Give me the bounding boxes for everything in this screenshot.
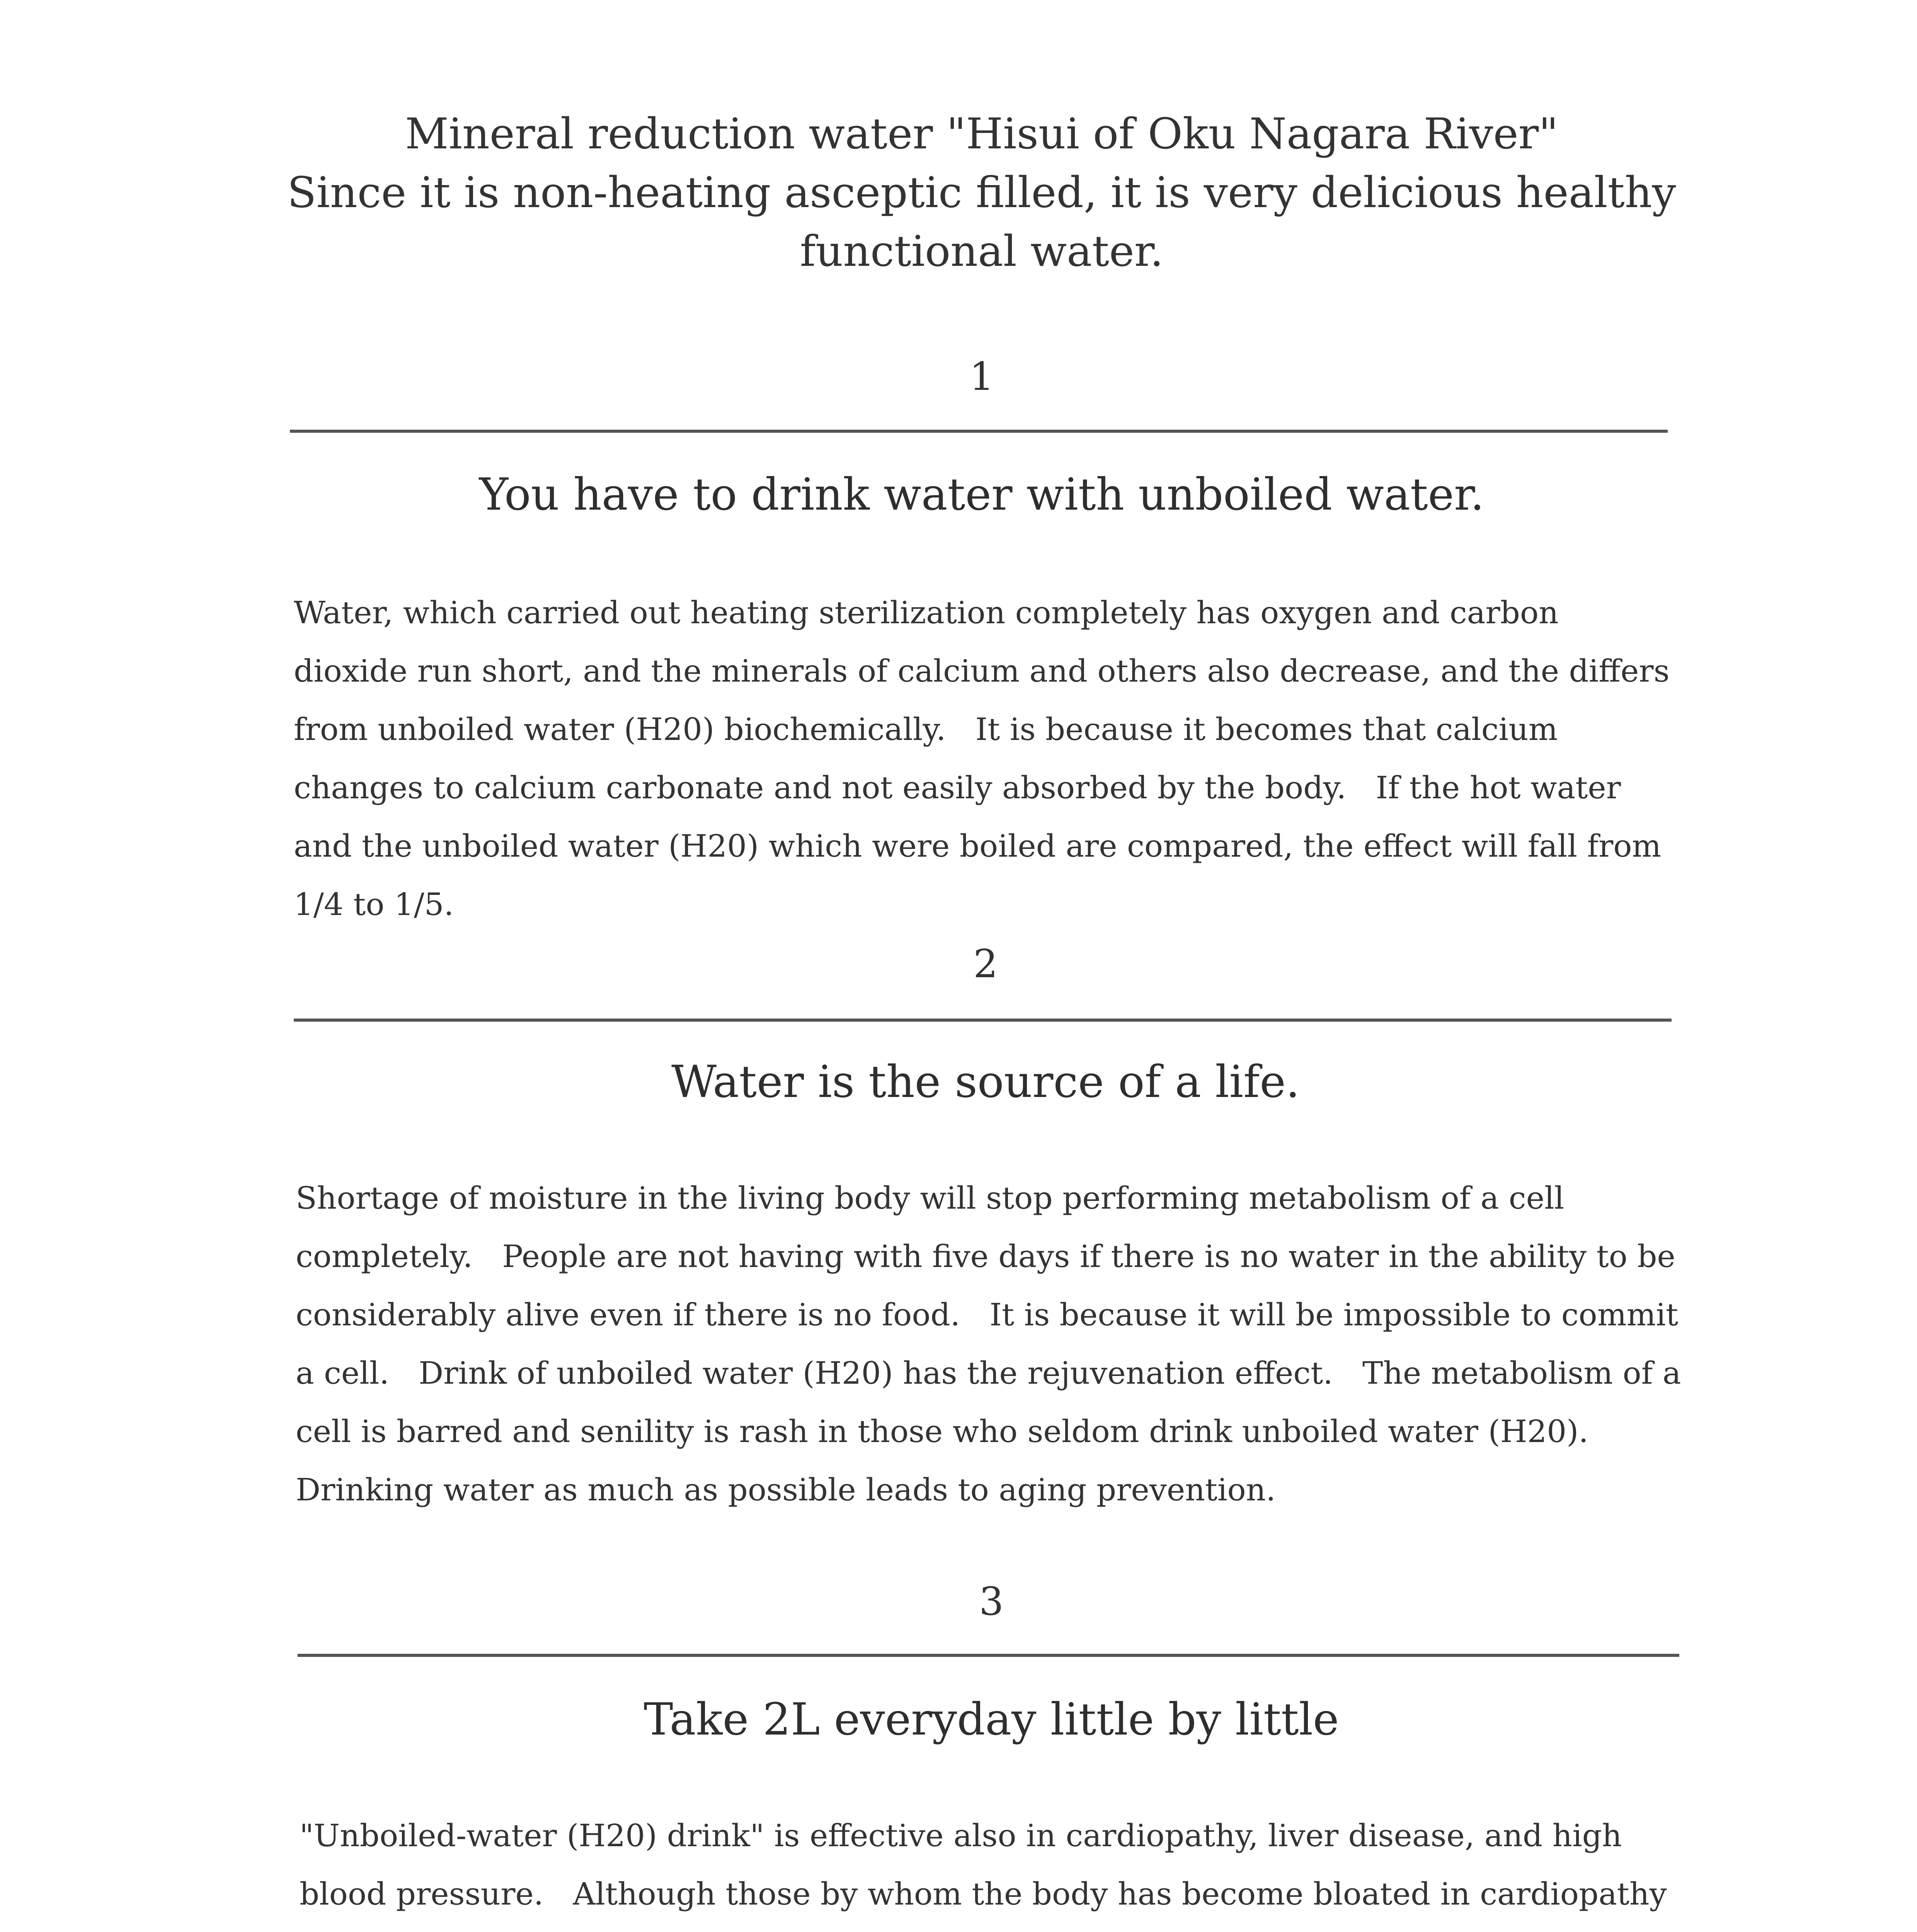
title-line-1: Mineral reduction water "Hisui of Oku Nagara River" xyxy=(405,109,1558,158)
section-1-divider xyxy=(290,430,1668,433)
document-title xyxy=(216,104,1747,281)
section-2-heading: Water is the source of a life. xyxy=(671,1056,1300,1107)
title-line-3: functional water. xyxy=(800,226,1164,276)
section-1-number: 1 xyxy=(969,354,994,399)
section-3-heading: Take 2L everyday little by little xyxy=(644,1694,1339,1745)
section-3-number: 3 xyxy=(979,1579,1004,1624)
section-3-divider xyxy=(298,1654,1679,1657)
section-2-divider xyxy=(294,1019,1672,1022)
section-2-number: 2 xyxy=(973,941,998,986)
section-1-heading: You have to drink water with unboiled water. xyxy=(479,469,1485,520)
title-line-2: Since it is non-heating asceptic filled, it is very delicious healthy xyxy=(287,168,1676,217)
section-3-body: "Unboiled-water (H20) drink" is effective also in cardiopathy, liver disease, and high blood pressure. Although those by whom the body has become bloated in cardiopathy xyxy=(300,1818,1667,1912)
section-1-body: Water, which carried out heating sterilization completely has oxygen and carbon dioxide run short, and the minerals of calcium and others also decrease, and the differs from unboiled water (H20) biochemically. It is because it becomes that calcium changes to calcium carbonate and not easily absorbed by the body. If the hot water and the unboiled water (H20) which were boiled are compared, the effect will fall from 1/4 to 1/5. xyxy=(294,595,1670,922)
section-2-body: Shortage of moisture in the living body will stop performing metabolism of a cell completely. People are not having with five days if there is no water in the ability to be considerably alive even if there is no food. It is because it will be impossible to commit a cell. Drink of unboiled water (H20) has the rejuvenation effect. The metabolism of a cell is barred and senility is rash in those who seldom drink unboiled water (H20). Drinking water as much as possible leads to aging prevention. xyxy=(296,1180,1681,1508)
